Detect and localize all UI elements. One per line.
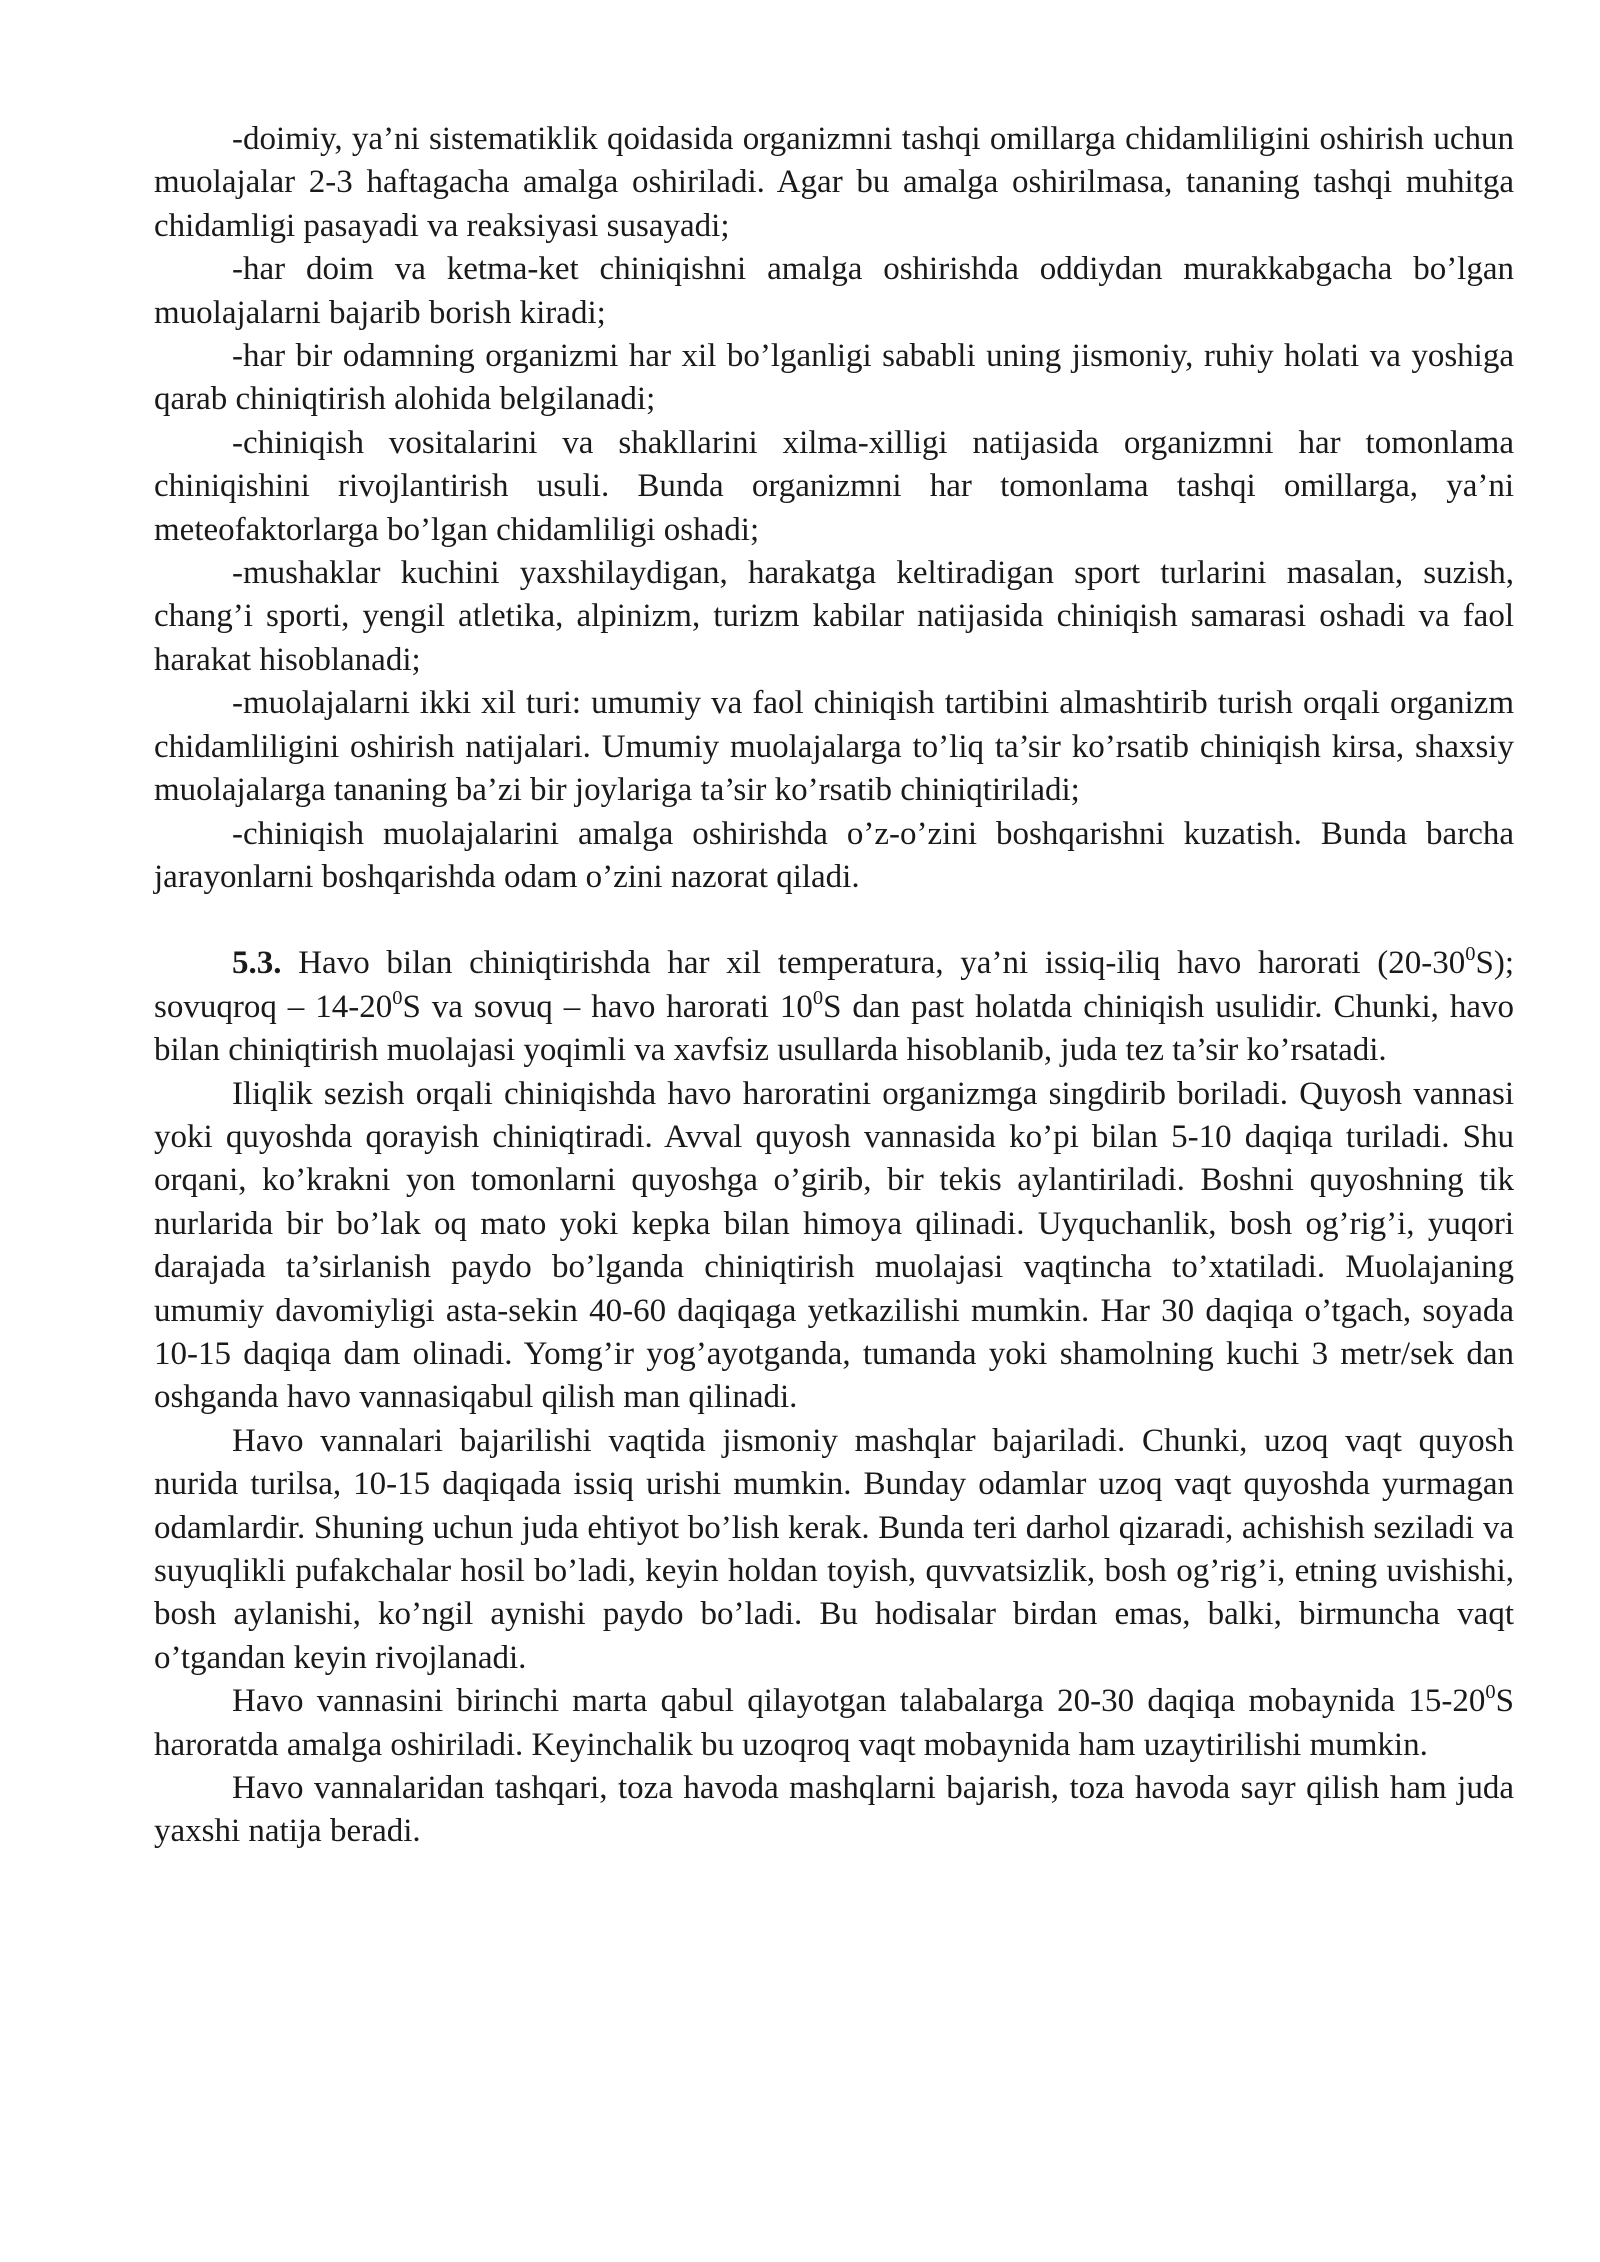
section-intro-paragraph — [154, 942, 1514, 1072]
students-text: Havo vannasini birinchi marta qabul qilayotgan talabalarga 20-30 daqiqa mobaynida 15-20 — [232, 1683, 1486, 1720]
degree-superscript: 0 — [1485, 1681, 1496, 1704]
section-intro-text: S va sovuq – havo harorati 10 — [402, 988, 813, 1025]
section-number: 5.3. — [232, 945, 282, 982]
list-item: -har bir odamning organizmi har xil bo’lganligi sababli uning jismoniy, ruhiy holati va yoshiga qarab chiniqtirish alohida belgilanadi; — [154, 338, 1514, 418]
section-gap — [154, 899, 1514, 942]
students-text: S haroratda amalga oshiriladi. Keyinchalik bu uzoqroq vaqt mobaynida ham uzaytirilishi mumkin. — [154, 1683, 1514, 1763]
students-paragraph — [154, 1680, 1514, 1767]
list-item: -chiniqish muolajalarini amalga oshirishda o’z-o’zini boshqarishni kuzatish. Bunda barcha jarayonlarni boshqarishda odam o’zini nazorat qiladi. — [154, 815, 1514, 895]
document-page — [154, 118, 1514, 1854]
body-paragraph: Havo vannalari bajarilishi vaqtida jismoniy mashqlar bajariladi. Chunki, uzoq vaqt quyosh nurida turilsa, 10-15 daqiqada issiq urishi mumkin. Bunday odamlar uzoq vaqt quyoshda yurmagan odamlardir. Shuning uchun juda ehtiyot bo’lish kerak. Bunda teri darhol qizaradi, achishish seziladi va suyuqlikli pufakchalar hosil bo’ladi, keyin holdan toyish, quvvatsizlik, bosh og’rig’i, etning uvishishi, bosh aylanishi, ko’ngil aynishi paydo bo’ladi. Bu hodisalar birdan emas, balki, birmuncha vaqt o’tgandan keyin rivojlanadi. — [154, 1422, 1514, 1676]
list-item: -har doim va ketma-ket chiniqishni amalga oshirishda oddiydan murakkabgacha bo’lgan muolajalarni bajarib borish kiradi; — [154, 251, 1514, 331]
degree-superscript: 0 — [1465, 943, 1476, 966]
degree-superscript: 0 — [392, 986, 403, 1009]
list-item: -mushaklar kuchini yaxshilaydigan, harakatga keltiradigan sport turlarini masalan, suzish, chang’i sporti, yengil atletika, alpinizm, turizm kabilar natijasida chiniqish samarasi oshadi va faol harakat hisoblanadi; — [154, 555, 1514, 678]
section-intro-text: S dan past holatda chiniqish usulidir. Chunki, havo bilan chiniqtirish muolajasi yoqimli va xavfsiz usullarda hisoblanib, juda tez ta’sir ko’rsatadi. — [154, 988, 1514, 1069]
list-item: -chiniqish vositalarini va shakllarini xilma-xilligi natijasida organizmni har tomonlama chiniqishini rivojlantirish usuli. Bunda organizmni har tomonlama tashqi omillarga, ya’ni meteofaktorlarga bo’lgan chidamliligi oshadi; — [154, 424, 1514, 548]
list-item: -muolajalarni ikki xil turi: umumiy va faol chiniqish tartibini almashtirib turish orqali organizm chidamliligini oshirish natijalari. Umumiy muolajalarga to’liq ta’sir ko’rsatib chiniqish kirsa, shaxsiy muolajalarga tananing ba’zi bir joylariga ta’sir ko’rsatib chiniqtiriladi; — [154, 685, 1514, 809]
list-item: -doimiy, ya’ni sistematiklik qoidasida organizmni tashqi omillarga chidamliligini oshirish uchun muolajalar 2-3 haftagacha amalga oshiriladi. Agar bu amalga oshirilmasa, tananing tashqi muhitga chidamligi pasayadi va reaksiyasi susayadi; — [154, 121, 1514, 244]
section-intro-text: Havo bilan chiniqtirishda har xil temperatura, ya’ni issiq-iliq havo harorati (20-30 — [281, 945, 1466, 982]
degree-superscript: 0 — [812, 986, 824, 1009]
section-intro-text: S); sovuqroq – 14-20 — [154, 945, 1514, 1025]
final-paragraph: Havo vannalaridan tashqari, toza havoda mashqlarni bajarish, toza havoda sayr qilish ham juda yaxshi natija beradi. — [154, 1770, 1514, 1850]
body-paragraph: Iliqlik sezish orqali chiniqishda havo haroratini organizmga singdirib boriladi. Quyosh vannasi yoki quyoshda qorayish chiniqtiradi. Avval quyosh vannasida ko’pi bilan 5-10 daqiqa turiladi. Shu orqani, ko’krakni yon tomonlarni quyoshga o’girib, bir tekis aylantiriladi. Boshni quyoshning tik nurlarida bir bo’lak oq mato yoki kepka bilan himoya qilinadi. Uyquchanlik, bosh og’rig’i, yuqori darajada ta’sirlanish paydo bo’lganda chiniqtirish muolajasi vaqtincha to’xtatiladi. Muolajaning umumiy davomiyligi asta-sekin 40-60 daqiqaga yetkazilishi mumkin. Har 30 daqiqa o’tgach, soyada 10-15 daqiqa dam olinadi. Yomg’ir yog’ayotganda, tumanda yoki shamolning kuchi 3 metr/sek dan oshganda havo vannasiqabul qilish man qilinadi. — [154, 1075, 1514, 1416]
